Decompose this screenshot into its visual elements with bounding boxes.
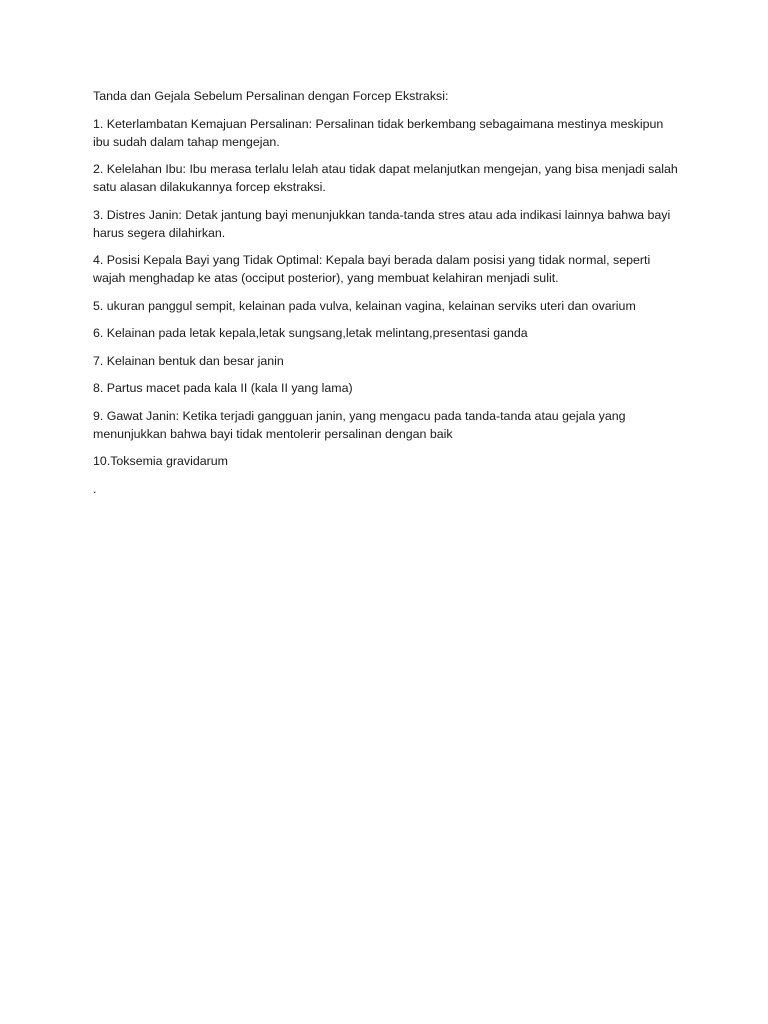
list-item-6: 6. Kelainan pada letak kepala,letak sungsang,letak melintang,presentasi ganda xyxy=(93,326,528,340)
list-item-7: 7. Kelainan bentuk dan besar janin xyxy=(93,353,284,368)
list-item-5: 5. ukuran panggul sempit, kelainan pada vulva, kelainan vagina, kelainan serviks uteri dan ovarium xyxy=(93,298,636,313)
document-heading: Tanda dan Gejala Sebelum Persalinan dengan Forcep Ekstraksi: xyxy=(93,89,449,103)
list-item-2: 2. Kelelahan Ibu: Ibu merasa terlalu lelah atau tidak dapat melanjutkan mengejan, yang bisa menjadi salah satu alasan dilakukannya forcep ekstraksi. xyxy=(93,162,678,194)
list-item-1: 1. Keterlambatan Kemajuan Persalinan: Persalinan tidak berkembang sebagaimana mestinya meskipun ibu sudah dalam tahap mengejan. xyxy=(93,116,664,149)
list-item-10: 10.Toksemia gravidarum xyxy=(93,454,228,468)
trailing-period: . xyxy=(93,481,97,496)
list-item-4: 4. Posisi Kepala Bayi yang Tidak Optimal: Kepala bayi berada dalam posisi yang tidak normal, seperti wajah menghadap ke atas (occiput posterior), yang membuat kelahiran menjadi sulit. xyxy=(93,253,651,285)
document-body xyxy=(93,87,683,507)
list-item-8: 8. Partus macet pada kala II (kala II yang lama) xyxy=(93,381,353,395)
list-item-9: 9. Gawat Janin: Ketika terjadi gangguan janin, yang mengacu pada tanda-tanda atau gejala yang menunjukkan bahwa bayi tidak mentolerir persalinan dengan baik xyxy=(93,408,626,441)
list-item-3: 3. Distres Janin: Detak jantung bayi menunjukkan tanda-tanda stres atau ada indikasi lainnya bahwa bayi harus segera dilahirkan. xyxy=(93,207,671,240)
